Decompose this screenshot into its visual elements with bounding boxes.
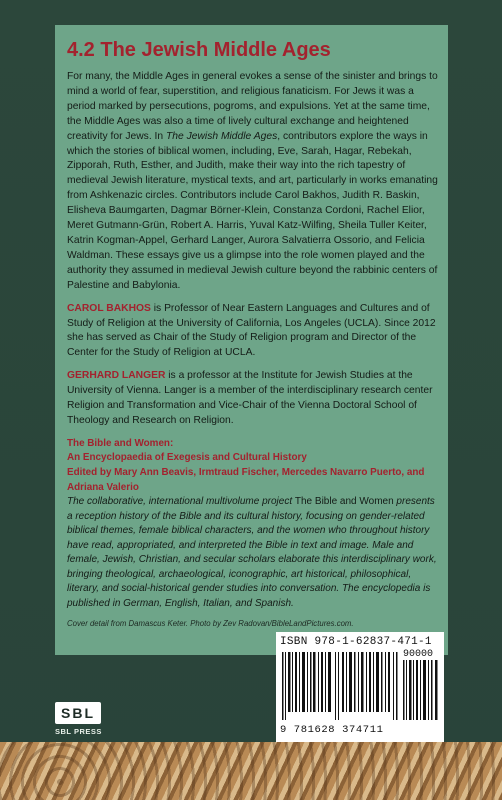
publisher-name: SBL PRESS	[55, 727, 102, 736]
series-description	[67, 495, 438, 611]
barcode-number: 9 781628 374711	[280, 724, 384, 736]
description-part1: For many, the Middle Ages in general evokes a sense of the sinister and brings to mind a world of fear, superstition, and religious fanaticism. For Jews it was a period marked by persecutions, pogroms, and expulsions. Yet at the same time, the Middle Ages was also a time of lively cultural exchange and heightened creativity for Jews. In	[67, 71, 438, 142]
description-book-title: The Jewish Middle Ages	[166, 130, 278, 142]
author-name: CAROL BAKHOS	[67, 302, 151, 314]
barcode-addon	[402, 660, 440, 720]
author-bio-text: is a professor at the Institute for Jewish Studies at the University of Vienna. Langer is a member of the interdisciplinary research center Religion and Transformation and Vice-Chair of the Vienna Doctoral School of Theology and Research on Religion.	[67, 370, 433, 426]
book-title: 4.2 The Jewish Middle Ages	[67, 39, 331, 61]
series-desc-part2: presents a reception history of the Bible and its cultural history, focusing on gender-related biblical themes, female biblical characters, and the women who throughout history have read, appropriated, and interpreted the Bible in text and image. Male and female, Jewish, Christian, and secular scholars elaborate this interdisciplinary work, bringing theological, archaeological, iconographic, art historical, philosophical, literary, and social-historical gender studies into conversation. The encyclopedia is published in German, English, Italian, and Spanish.	[67, 496, 437, 609]
cover-credit: Cover detail from Damascus Keter. Photo by Zev Radovan/BibleLandPictures.com.	[67, 619, 354, 629]
text-panel	[55, 25, 448, 655]
isbn-barcode	[276, 632, 444, 744]
series-title: The Bible and Women:	[67, 437, 174, 449]
barcode-main	[280, 652, 400, 720]
series-desc-title: The Bible and Women	[294, 496, 394, 508]
publisher-logo	[55, 702, 107, 736]
cover-artwork-strip	[0, 742, 502, 800]
author-bio	[67, 369, 438, 429]
series-desc-part1: The collaborative, international multivolume project	[67, 496, 295, 508]
author-bio	[67, 302, 438, 362]
description-part2: , contributors explore the ways in which the stories of biblical women, including, Eve, Sarah, Hagar, Rebekah, Zipporah, Ruth, Esther, and Judith, make their way into the rich tapestry of medieval Jewish literature, mystical texts, and art, particularly in works emanating from Ashkenazic circles. Contributors include Carol Bakhos, Judith R. Baskin, Elisheva Baumgarten, Dagmar Börner-Klein, Constanza Cordoni, Rachel Elior, Meret Gutmann-Grün, Robert A. Harris, Yuval Katz-Wilfing, Sheila Tuller Keiter, Katrin Kogman-Appel, Gerhard Langer, Aurora Salvatierra Ossorio, and Felicia Waldman. These essays give us a glimpse into the role women played and the authority they assumed in medieval Jewish culture beyond the rabbinic centers of Palestine and Babylonia.	[67, 130, 438, 291]
series-editors: Edited by Mary Ann Beavis, Irmtraud Fischer, Mercedes Navarro Puerto, and Adriana Valerio	[67, 467, 425, 493]
sbl-logo: SBL	[55, 702, 101, 724]
author-name: GERHARD LANGER	[67, 370, 166, 382]
series-subtitle: An Encyclopaedia of Exegesis and Cultural History	[67, 452, 307, 464]
author-bio-text: is Professor of Near Eastern Languages and Cultures and of Study of Religion at the University of California, Los Angeles (UCLA). Since 2012 she has served as Chair of the Study of Religion program and Director of the Center for the Study of Religion at UCLA.	[67, 302, 436, 359]
price-code: 90000	[403, 649, 434, 660]
description	[67, 70, 438, 294]
isbn-label: ISBN 978-1-62837-471-1	[280, 636, 432, 648]
